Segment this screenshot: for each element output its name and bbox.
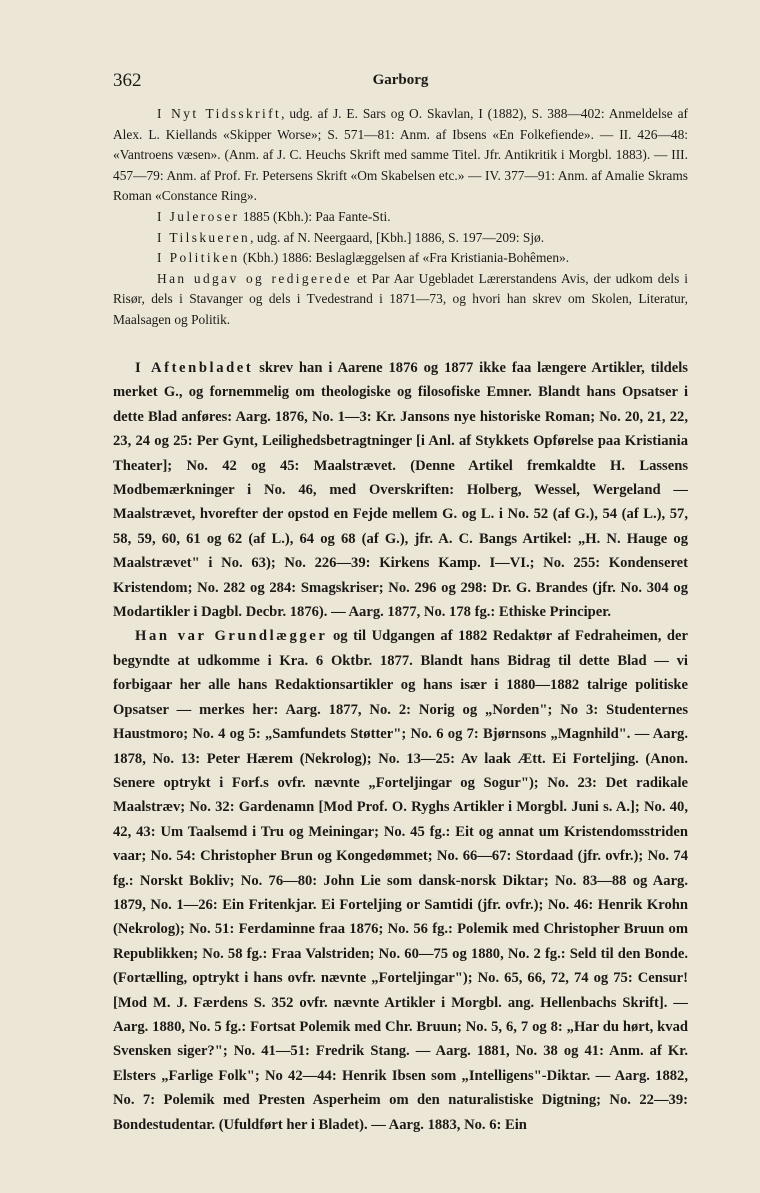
- entry-juleroser: I Juleroser 1885 (Kbh.): Paa Fante-Sti.: [157, 208, 391, 224]
- page-header: [113, 70, 688, 96]
- running-title: Garborg: [372, 72, 429, 88]
- entry-fedraheimen: Han var Grundlægger og til Udgangen af 1882 Redaktør af Fedraheimen, der begyndte at udkomme i Kra. 6 Oktbr. 1877. Blandt hans Bidrag til dette Blad — vi forbigaar her alle hans Redaktionsartikler og hans især i 1880—1882 talrige politiske Opsatser — merkes her: Aarg. 1877, No. 2: Norig og „Norden"; No 3: Studenternes Haustmoro; No. 4 og 5: „Samfundets Støtter"; No. 6 og 7: Bjørnsons „Magnhild". — Aarg. 1878, No. 13: Peter Hærem (Nekrolog); No. 13—25: Av laak Ætt. Ei Forteljing. (Anon. Senere optrykt i Forf.s ovfr. nævnte „Forteljingar og Sogur"); No. 23: Det radikale Maalstræv; No. 32: Gardenamn [Mod Prof. O. Ryghs Artikler i Morgbl. Juni s. A.]; No. 40, 42, 43: Um Taalsemd i Tru og Meiningar; No. 45 fg.: Eit og annat um Kristendomsstriden vaar; No. 54: Christopher Brun og Kongedømmet; No. 66—67: Stordaad (jfr. ovfr.); No. 74 fg.: Norskt Bokliv; No. 76—80: John Lie som dansk-norsk Diktar; No. 83—88 og Aarg. 1879, No. 1—26: Ein Fritenkjar. Ei Forteljing or Samtidi (jfr. ovfr.); No. 46: Henrik Krohn (Nekrolog); No. 51: Ferdaminne fraa 1876; No. 56 fg.: Polemik med Christopher Bruun om Republikken; No. 58 fg.: Fraa Valstriden; No. 60—75 og 1880, No. 2 fg.: Seld til den Bonde. (Fortælling, optrykt i hans ovfr. nævnte „Forteljingar"); No. 65, 66, 72, 74 og 75: Censur! [Mod M. J. Færdens S. 352 ovfr. nævnte Artikler i Morgbl. ang. Hellenbachs Skrift]. — Aarg. 1880, No. 5 fg.: Fortsat Polemik med Chr. Bruun; No. 5, 6, 7 og 8: „Har du hørt, kvad Svensken siger?"; No. 41—51: Fredrik Stang. — Aarg. 1881, No. 38 og 41: Anm. af Kr. Elsters „Farlige Folk"; No 42—44: Henrik Ibsen som „Intelligens"-Diktar. — Aarg. 1882, No. 7: Polemik med Presten Asperheim om den naturalistiske Digtning; No. 22—39: Bondestudentar. (Ufuldført her i Bladet). — Aarg. 1883, No. 6: Ein: [113, 628, 688, 1133]
- entry-tilskueren: I Tilskueren, udg. af N. Neergaard, [Kbh.] 1886, S. 197—209: Sjø.: [157, 229, 545, 245]
- bibliography-fraktur-section: [113, 356, 688, 1137]
- entry-politiken: I Politiken (Kbh.) 1886: Beslaglæggelsen af «Fra Kristiania-Bohêmen».: [157, 250, 570, 266]
- entry-aftenbladet: I Aftenbladet skrev han i Aarene 1876 og 1877 ikke faa længere Artikler, tildels merket G., og fornemmelig om theologiske og filosofiske Emner. Blandt hans Opsatser i dette Blad anføres: Aarg. 1876, No. 1—3: Kr. Jansons nye historiske Roman; No. 20, 21, 22, 23, 24 og 25: Per Gynt, Leilighedsbetragtninger [i Anl. af Stykkets Opførelse paa Kristiania Theater]; No. 42 og 45: Maalstrævet. (Denne Artikel fremkaldte H. Lassens Modbemærkninger i No. 46, med Overskriften: Holberg, Wessel, Wergeland — Maalstrævet, hvorefter der opstod en Fejde mellem G. og L. i No. 52 (af G.), 54 (af L.), 57, 58, 59, 60, 61 og 62 (af L.), 64 og 68 (af G.), jfr. A. C. Bangs Artikel: „H. N. Hauge og Maalstrævet" i No. 63); No. 226—39: Kirkens Kamp. I—VI.; No. 255: Kondenseret Kristendom; No. 282 og 284: Smagskriser; No. 296 og 298: Dr. G. Brandes (jfr. No. 304 og Modartikler i Dagbl. Decbr. 1876). — Aarg. 1877, No. 178 fg.: Ethiske Principer.: [113, 360, 688, 621]
- entry-laererstandens-avis: Han udgav og redigerede et Par Aar Ugebladet Lærerstandens Avis, der udkom dels i Risør, dels i Stavanger og dels i Tvedestrand i 1871—73, og hvori han skrev om Skolen, Literatur, Maalsagen og Politik.: [113, 270, 689, 327]
- entry-nyt-tidsskrift: I Nyt Tidsskrift, udg. af J. E. Sars og O. Skavlan, I (1882), S. 388—402: Anmeldelse af Alex. L. Kiellands «Skipper Worse»; S. 571—81: Anm. af Ibsens «En Folkefiende». — II. 426—48: «Vantroens væsen». (Anm. af J. C. Heuchs Skrift med samme Titel. Jfr. Antikritik i Morgbl. 1883). — III. 457—79: Anm. af Prof. Fr. Petersens Skrift «Om Skabelsen etc.» — IV. 377—91: Anm. af Amalie Skrams Roman «Constance Ring».: [113, 106, 688, 204]
- page-number: 362: [113, 70, 142, 91]
- bibliography-roman-section: [113, 104, 688, 331]
